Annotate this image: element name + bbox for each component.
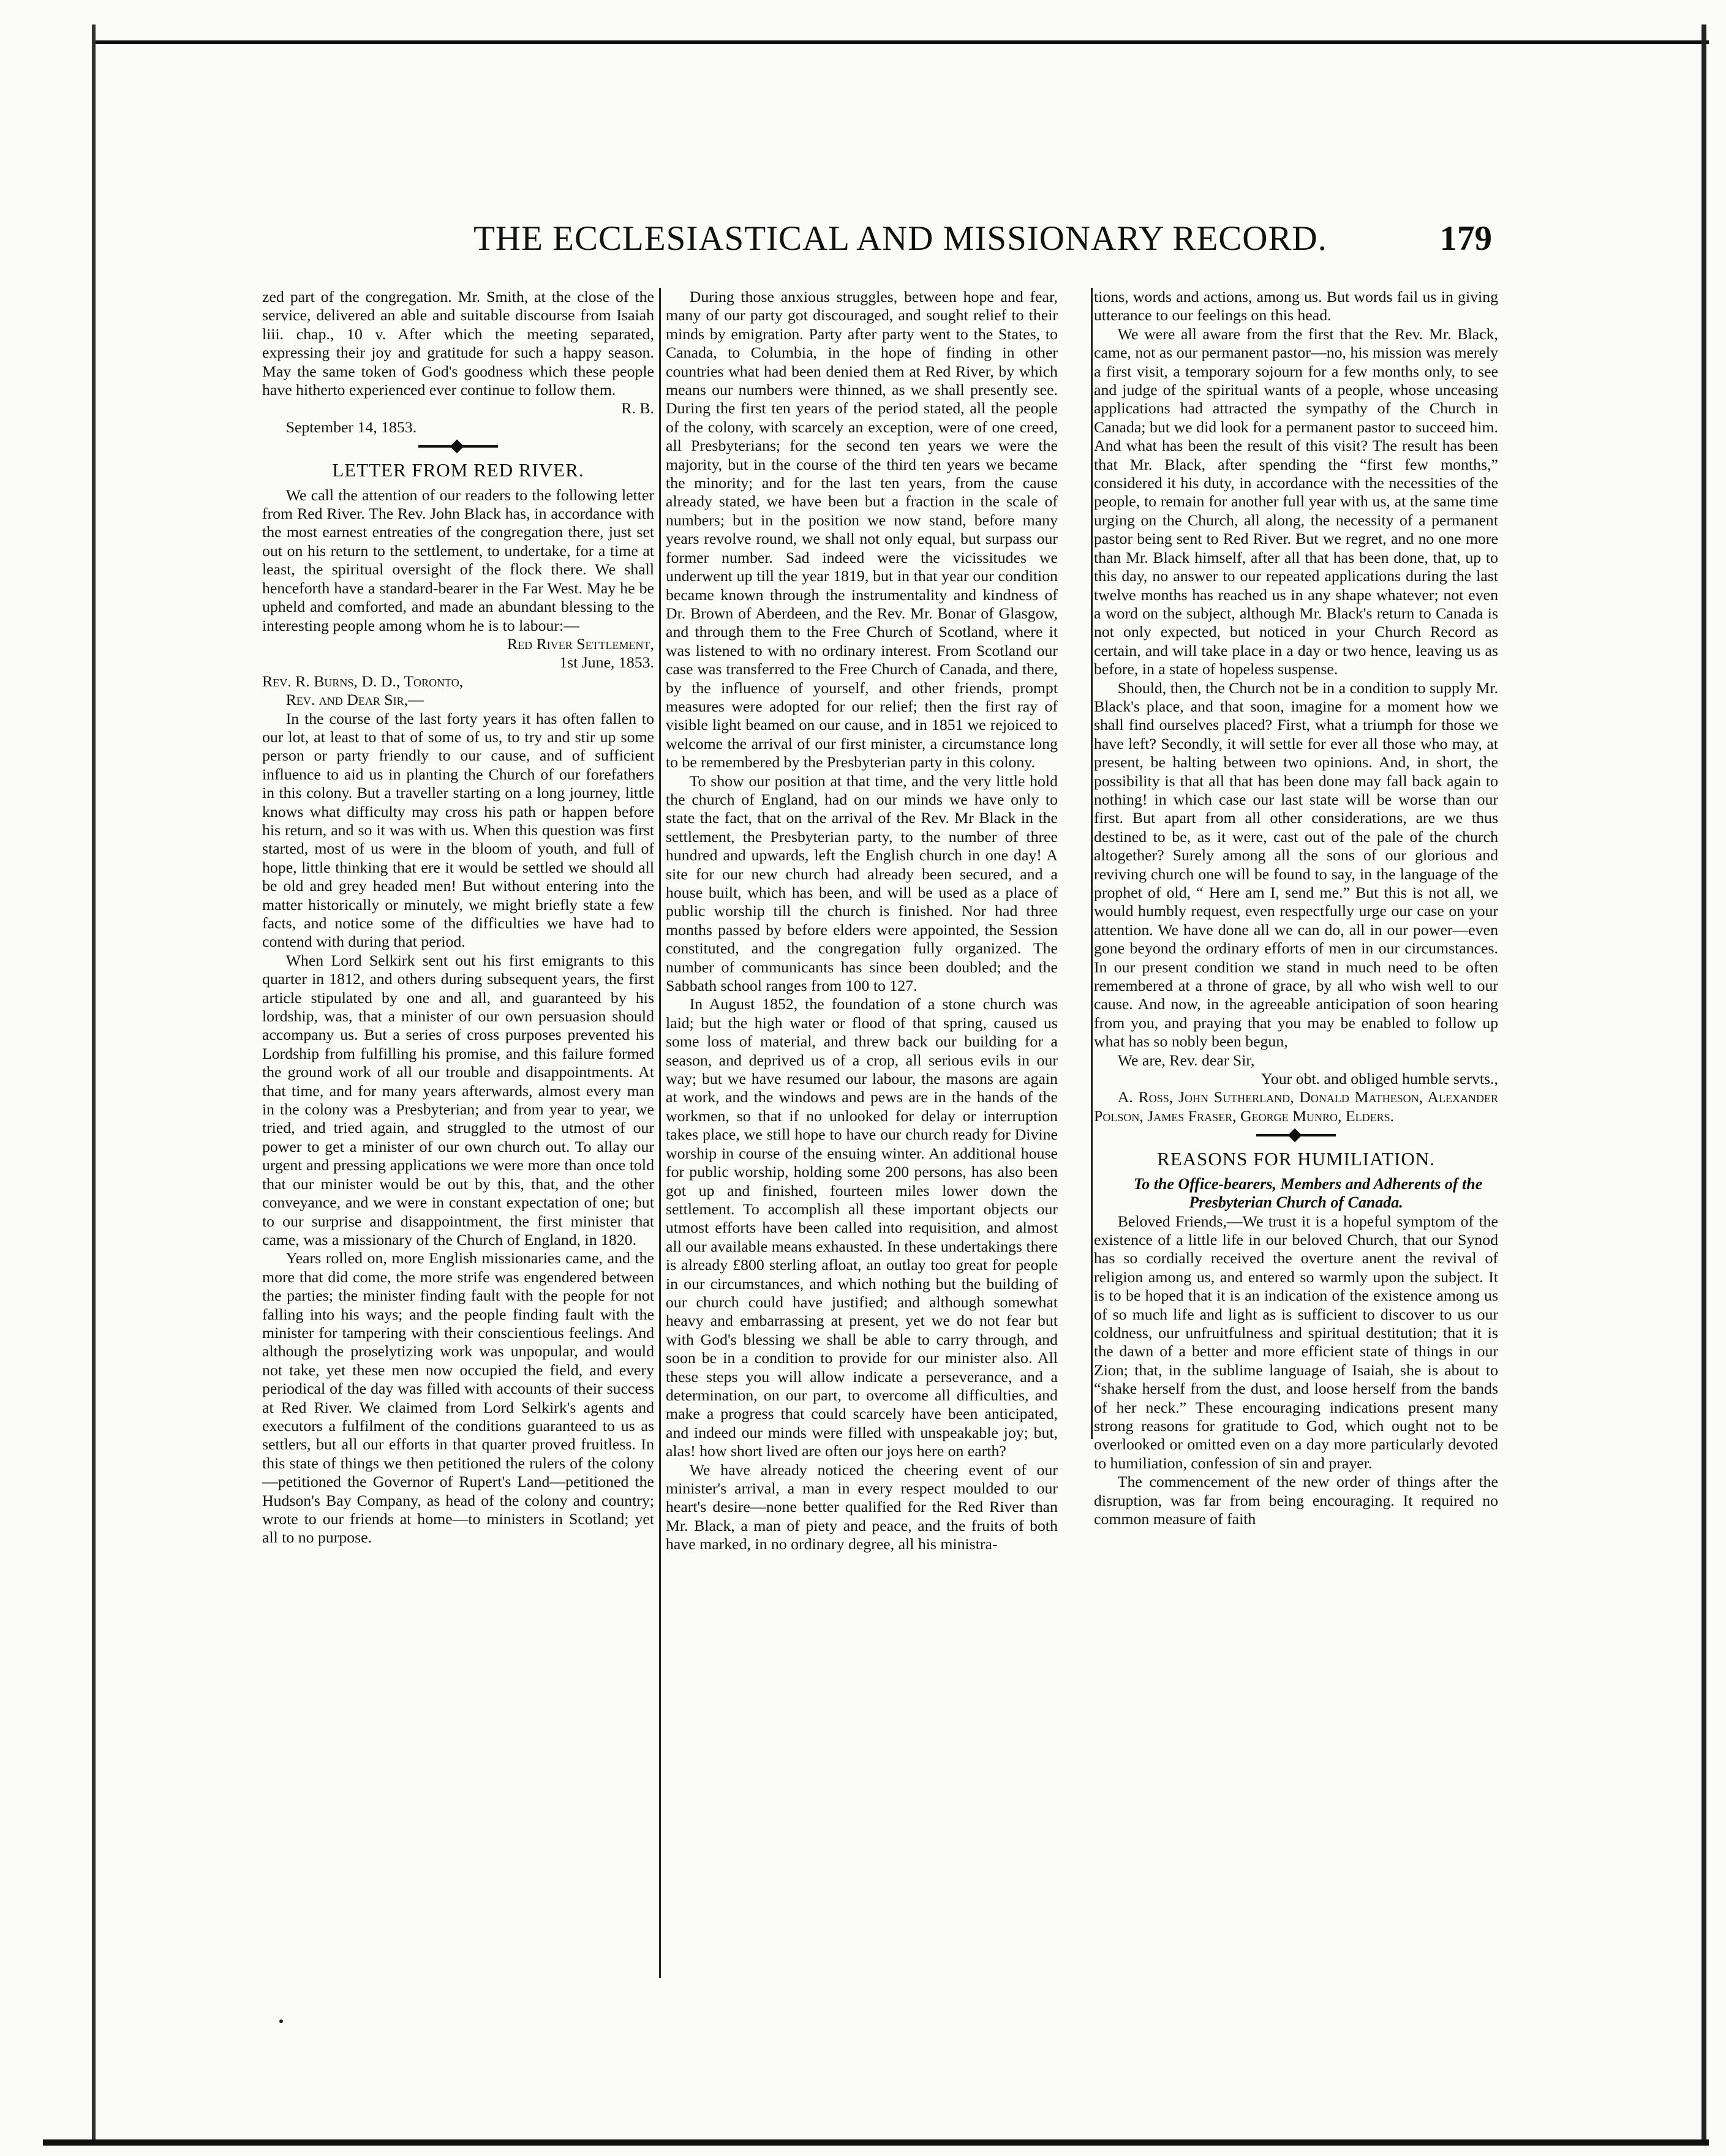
letter-place: Red River Settlement, xyxy=(507,634,654,653)
paragraph: The commencement of the new order of things after the disruption, was far from being encouraging. It required no common measure of faith xyxy=(1094,1473,1498,1528)
ornament-divider xyxy=(418,445,498,448)
letter-closing: We are, Rev. dear Sir, xyxy=(1117,1051,1255,1069)
column-rule xyxy=(1091,288,1093,1439)
letter-addressee: Rev. R. Burns, D. D., Toronto, xyxy=(262,672,464,690)
scan-border-right xyxy=(1702,24,1706,2143)
letter-salutation: Rev. and Dear Sir,— xyxy=(285,691,424,709)
column-rule xyxy=(659,288,661,1978)
article-heading: REASONS FOR HUMILIATION. xyxy=(1157,1148,1435,1170)
ornament-divider xyxy=(1256,1134,1336,1136)
scan-speck xyxy=(279,2019,283,2023)
paragraph: We were all aware from the first that the Rev. Mr. Black, came, not as our permanent pastor—no, his mission was merely a first visit, a temporary sojourn for a few months only, to see and judge of the spiritual wants of a people, whose unceasing applications had attracted the sympathy of the Church in Canada; but we did look for a permanent pastor to succeed him. And what has been the result of this visit? The result has been that Mr. Black, after spending the “first few months,” considered it his duty, in accordance with the necessities of the people, to remain for another full year with us, at the same time urging on the Church, all along, the necessity of a permanent pastor being sent to Red River. But we regret, and no one more than Mr. Black himself, after all that has been done, that, up to this day, no answer to our repeated applications during the last twelve months has reached us in any shape whatever; not even a word on the subject, although Mr. Black's return to Canada is not only expected, but noticed in your Church Record as certain, and will take place in a day or two hence, leaving us as before, in a state of hopeless suspense. xyxy=(1094,325,1498,678)
paragraph: During those anxious struggles, between hope and fear, many of our party got discouraged, and sought relief to their minds by emigration. Party after party went to the States, to Canada, to Columbia, in the hope of finding in other countries what had been denied them at Red River, by which means our numbers were thinned, as we shall presently see. During the first ten years of the period stated, all the people of the colony, with scarcely an exception, were of one creed, all Presbyterians; for the second ten years we were the majority, but in the course of the third ten years we became the minority; and for the last ten years, from the cause already stated, we have been but a fraction in the scale of numbers; but in the position we now stand, before many years revolve round, we shall not only equal, but surpass our former number. Sad indeed were the vicissitudes we underwent up till the year 1819, but in that year our condition became known through the instrumentality and kindness of Dr. Brown of Aberdeen, and the Rev. Mr. Bonar of Glasgow, and through them to the Free Church of Scotland, where it was listened to with no ordinary interest. From Scotland our case was transferred to the Free Church of Canada, and there, by the influence of yourself, and other friends, prompt measures were adopted for our relief; then the first ray of visible light beamed on our cause, and in 1851 we rejoiced to welcome the arrival of our first minister, a circumstance long to be remembered by the Presbyterian party in this colony. xyxy=(666,288,1058,772)
column-right xyxy=(1094,288,1498,2051)
paragraph: In the course of the last forty years it has often fallen to our lot, at least to that of some of us, to try and stir up some person or party friendly to our cause, and of sufficient influence to aid us in planting the Church of our forefathers in this colony. But a traveller starting on a long journey, little knows what difficulty may cross his path or happen before his return, and so it was with us. When this question was first started, most of us were in the bloom of youth, and full of hope, little thinking that ere it would be settled we should all be old and grey headed men! But without entering into the matter historically or minutely, we might briefly state a few facts, and notice some of the difficulties we have had to contend with during that period. xyxy=(262,709,654,951)
paragraph: To show our position at that time, and the very little hold the church of England, had on our minds we have only to state the fact, that on the arrival of the Rev. Mr Black in the settlement, the Presbyterian party, to the number of three hundred and upwards, left the English church in one day! A site for our new church had already been secured, and a house built, which has been, and will be used as a place of public worship till the church is finished. Nor had three months passed by before elders were appointed, the Session constituted, and the congregation fully organized. The number of communicants has since been doubled; and the Sabbath school ranges from 100 to 127. xyxy=(666,772,1058,995)
letter-date: 1st June, 1853. xyxy=(559,653,654,672)
paragraph: tions, words and actions, among us. But words fail us in giving utterance to our feelings on this head. xyxy=(1094,288,1498,325)
paragraph: In August 1852, the foundation of a stone church was laid; but the high water or flood of that spring, caused us some loss of material, and threw back our building for a season, and deprived us of a crop, all serious evils in our way; but we have resumed our labour, the masons are again at work, and the windows and pews are in the hands of the workmen, so that if no unlooked for delay or interruption takes place, we still hope to have our church ready for Divine worship in course of the ensuing winter. An additional house for public worship, holding some 200 persons, has also been got up and finished, fourteen miles lower down the settlement. To accomplish all these important objects our utmost efforts have been called into requisition, and almost all our available means exhausted. In these undertakings there is already £800 sterling afloat, an outlay too great for people in our circumstances, and which nothing but the building of our church could have justified; and although somewhat heavy and embarrassing at present, yet we do not fear but with God's blessing we shall be able to carry through, and soon be in a condition to provide for our minister also. All these steps you will allow indicate a perseverance, and a determination, on our part, to overcome all difficulties, and make a progress that could scarcely have been anticipated, and indeed our minds were filled with unspeakable joy; but, alas! how short lived are often our joys here on earth? xyxy=(666,995,1058,1460)
article-heading: LETTER FROM RED RIVER. xyxy=(332,459,584,481)
dateline: September 14, 1853. xyxy=(285,418,417,436)
column-middle xyxy=(666,288,1058,2051)
paragraph: Beloved Friends,—We trust it is a hopeful symptom of the existence of a little life in our beloved Church, that our Synod has so cordially received the overture anent the revival of religion among us, and entered so warmly upon the subject. It is to be hoped that it is an indication of the existence among us of so much life and light as is sufficient to discover to us our coldness, our unfruitfulness and spiritual destitution; that it is the dawn of a better and more efficient state of things in our Zion; that, in the sublime language of Isaiah, she is about to “shake herself from the dust, and loose herself from the bands of her neck.” These encouraging indications present many strong reasons for gratitude to God, which ought not to be overlooked or omitted even on a day more particularly devoted to humiliation, confession of sin and prayer. xyxy=(1094,1212,1498,1472)
scan-border-left xyxy=(92,24,96,2143)
page-number: 179 xyxy=(1439,219,1492,258)
letter-signatories: A. Ross, John Sutherland, Donald Matheson, Alexander Polson, James Fraser, George Munro, Elders. xyxy=(1094,1088,1498,1125)
paragraph: We have already noticed the cheering event of our minister's arrival, a man in every respect moulded to our heart's desire—none better qualified for the Red River than Mr. Black, a man of piety and peace, and the fruits of both have marked, in no ordinary degree, all his ministra- xyxy=(666,1460,1058,1553)
running-title: THE ECCLESIASTICAL AND MISSIONARY RECORD. xyxy=(473,219,1327,258)
paragraph: zed part of the congregation. Mr. Smith, at the close of the service, delivered an able and suitable discourse from Isaiah liii. chap., 10 v. After which the meeting separated, expressing their joy and gratitude for such a happy season. May the same token of God's goodness which these people have hitherto experienced ever continue to follow them. xyxy=(262,288,654,399)
letter-closing: Your obt. and obliged humble servts., xyxy=(1261,1070,1498,1088)
article-address: To the Office-bearers, Members and Adherents of the Presbyterian Church of Canada. xyxy=(1133,1174,1483,1212)
paragraph: We call the attention of our readers to the following letter from Red River. The Rev. John Black has, in accordance with the most earnest entreaties of the congregation there, just set out on his return to the settlement, to undertake, for a time at least, the spiritual oversight of the flock there. We shall henceforth have a standard-bearer in the Far West. May he be upheld and comforted, and made an abundant blessing to the interesting people among whom he is to labour:— xyxy=(262,486,654,634)
column-left xyxy=(262,288,654,2051)
scan-border-bottom xyxy=(43,2139,1709,2146)
paragraph: Years rolled on, more English missionaries came, and the more that did come, the more strife was engendered between the parties; the minister finding fault with the people for not falling into his ways; and the people finding fault with the minister for tampering with their conscientious feelings. And although the proselytizing work was unpopular, and would not take, yet these men now occupied the field, and every periodical of the day was filled with accounts of their success at Red River. We claimed from Lord Selkirk's agents and executors a fulfilment of the conditions guaranteed to us as settlers, but all our efforts in that quarter proved fruitless. In this state of things we then petitioned the rulers of the colony—petitioned the Governor of Rupert's Land—petitioned the Hudson's Bay Company, as head of the colony and country; wrote to our friends at home—to ministers in Scotland; yet all to no purpose. xyxy=(262,1249,654,1547)
paragraph: When Lord Selkirk sent out his first emigrants to this quarter in 1812, and others during subsequent years, the first article stipulated by one and all, and guaranteed by his lordship, was, that a minister of our own persuasion should accompany us. But a series of cross purposes prevented his Lordship from fulfilling his promise, and this failure formed the ground work of all our trouble and disappointments. At that time, and for many years afterwards, almost every man in the colony was a Presbyterian; and from year to year, we tried, and tried again, and struggled to the utmost of our power to get a minister of our own church out. To allay our urgent and pressing applications we were more than once told that our minister would be out by this, that, and the other conveyance, and we were in constant expectation of one; but to our surprise and disappointment, the first minister that came, was a missionary of the Church of England, in 1820. xyxy=(262,951,654,1249)
author-initials: R. B. xyxy=(621,399,654,418)
scan-border-top xyxy=(92,40,1709,44)
paragraph: Should, then, the Church not be in a condition to supply Mr. Black's place, and that soon, imagine for a moment how we shall find ourselves placed? First, what a triumph for those we have left? Secondly, it will settle for ever all those who may, at present, be halting between two opinions. And, in short, the possibility is that all that has been done may fall back again to nothing! in which case our last state will be worse than our first. But apart from all other considerations, are we thus destined to be, as it were, cast out of the pale of the church altogether? Surely among all the sons of our glorious and reviving church one will be found to say, in the language of the prophet of old, “ Here am I, send me.” But this is not all, we would humbly request, even respectfully urge our case on your attention. We have done all we can do, all in our power—even gone beyond the ordinary efforts of men in our circumstances. In our present condition we stand in much need to be often remembered at a throne of grace, by all who wish well to our cause. And now, in the agreeable anticipation of soon hearing from you, and praying that you may be enabled to follow up what has so nobly been begun, xyxy=(1094,678,1498,1051)
